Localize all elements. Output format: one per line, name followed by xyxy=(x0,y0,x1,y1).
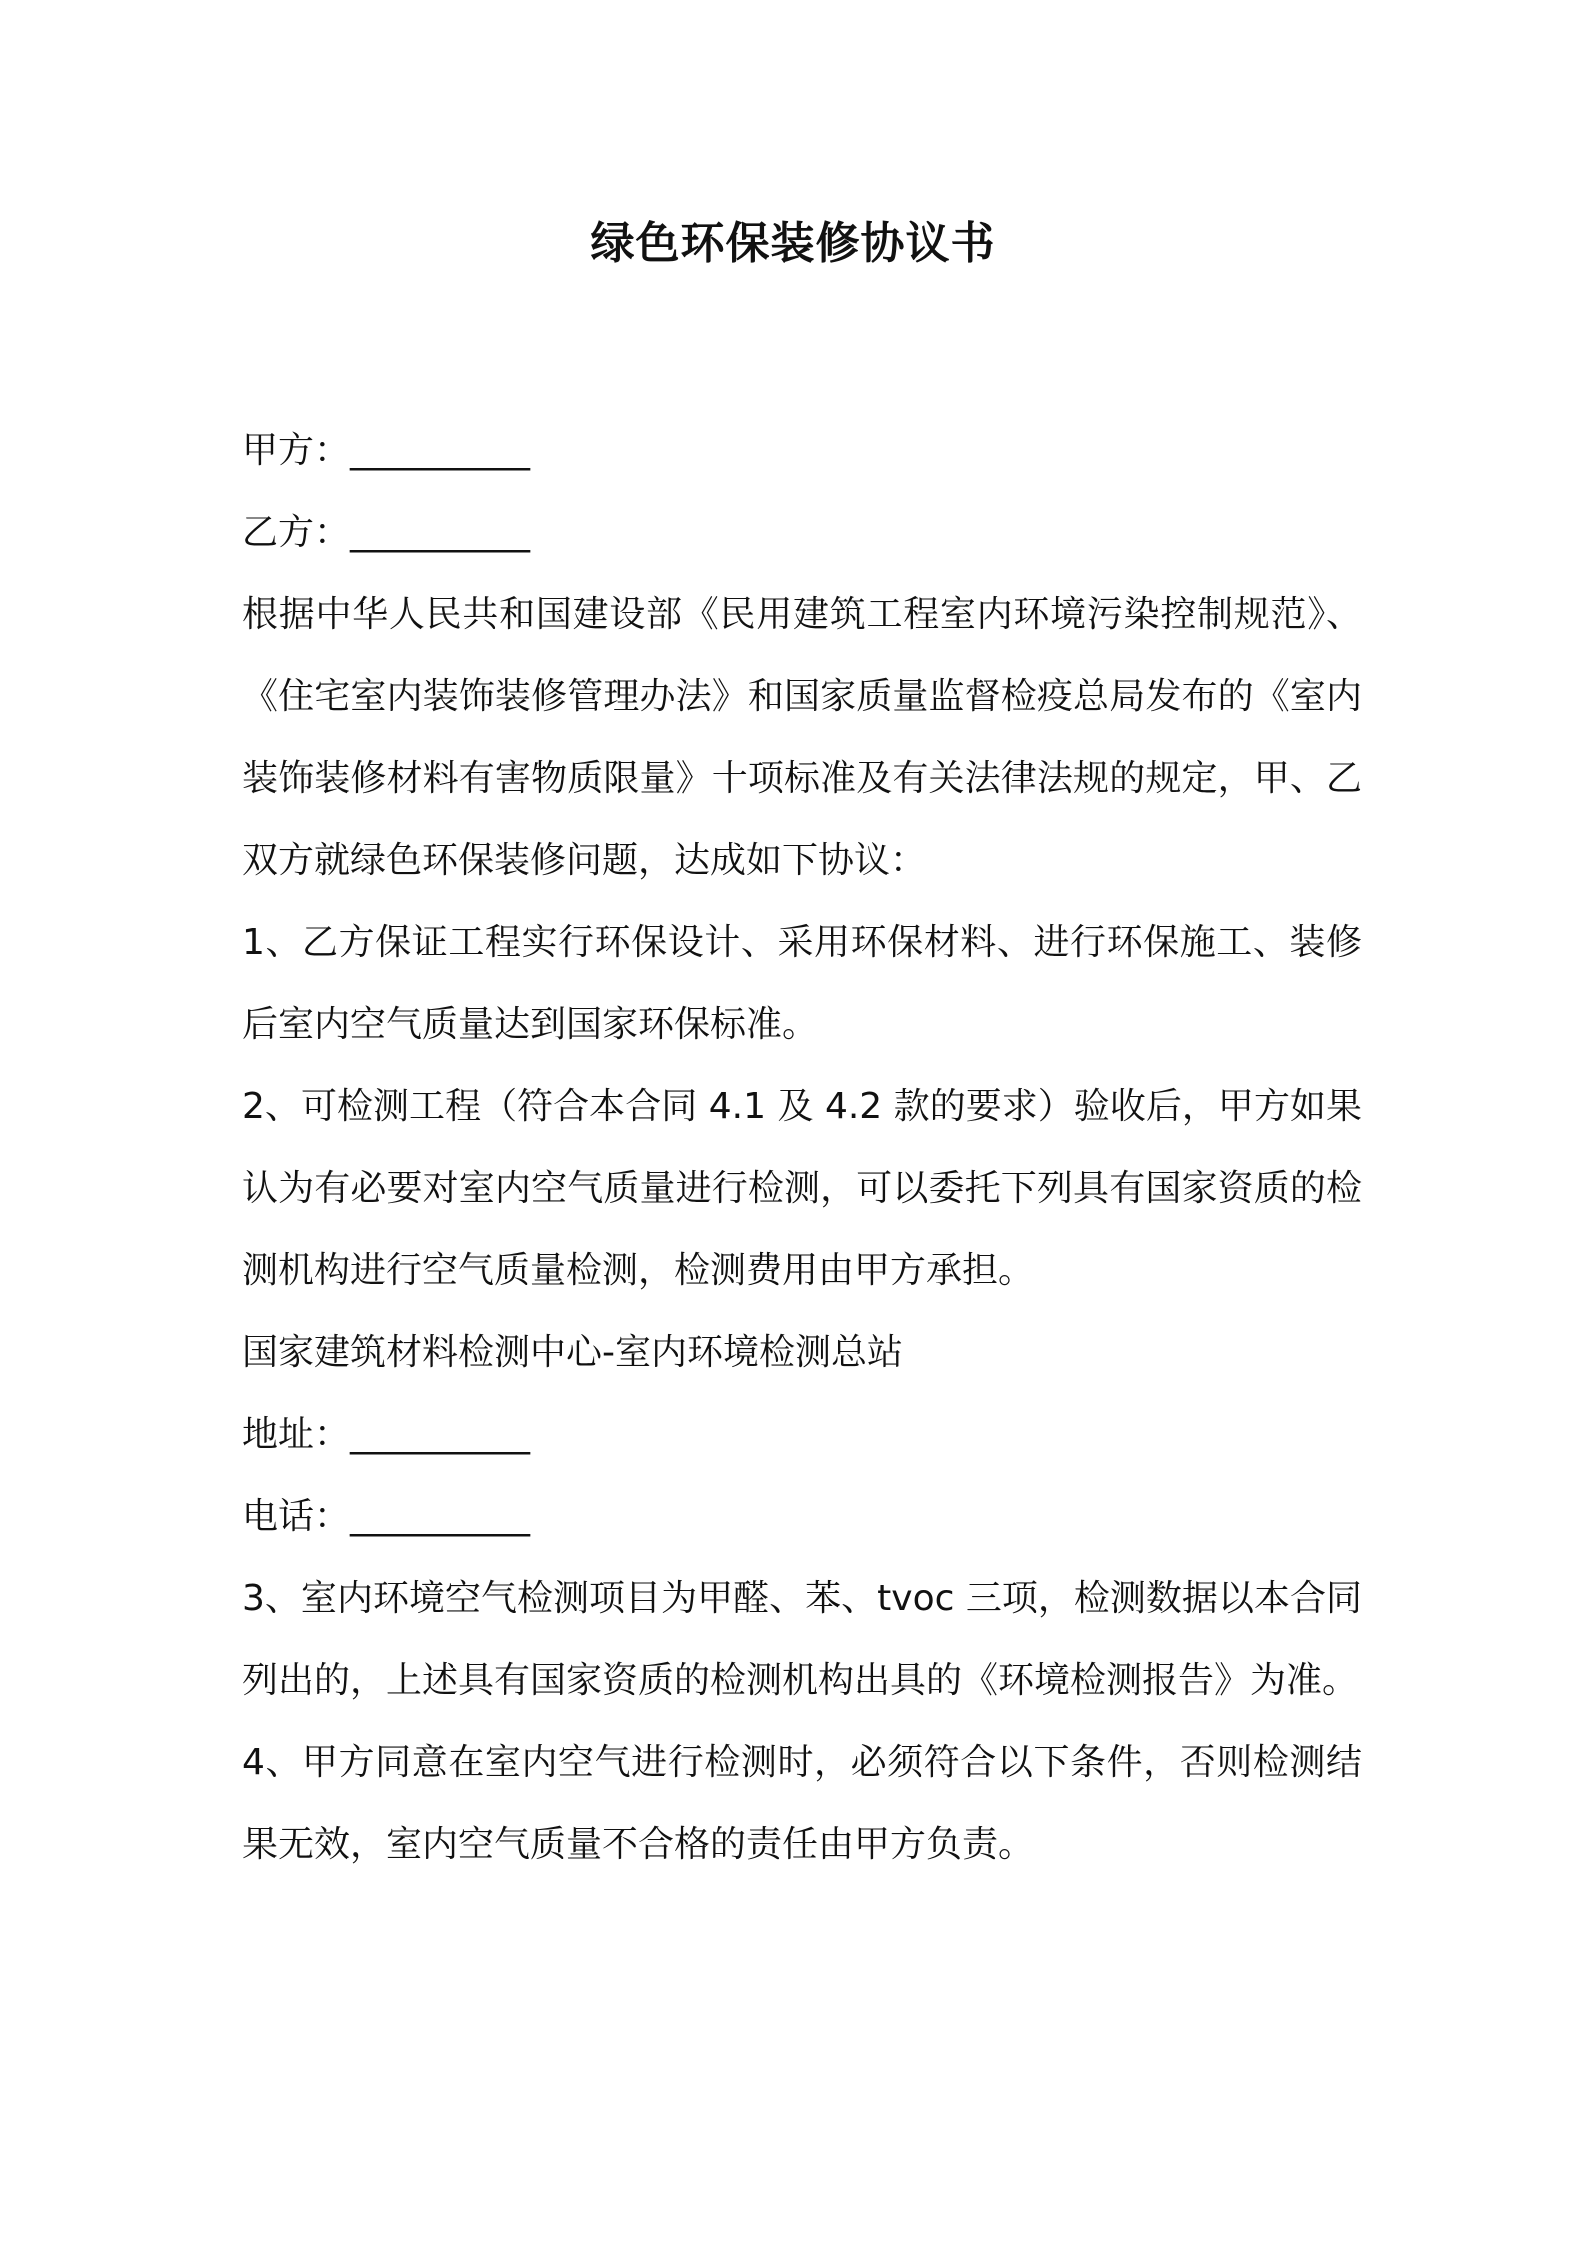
clause-2-paragraph: 2、可检测工程（符合本合同 4.1 及 4.2 款的要求）验收后，甲方如果认为有必要对室内空气质量进行检测，可以委托下列具有国家资质的检测机构进行空气质量检测，检测费用由甲方承担。 xyxy=(242,1086,1362,1291)
party-a-field xyxy=(242,410,1362,492)
party-b-label: 乙方： xyxy=(242,512,351,553)
clause-1-paragraph: 1、乙方保证工程实行环保设计、采用环保材料、进行环保施工、装修后室内空气质量达到国家环保标准。 xyxy=(242,922,1362,1045)
phone-label: 电话： xyxy=(242,1496,351,1537)
clause-3-paragraph: 3、室内环境空气检测项目为甲醛、苯、tvoc 三项，检测数据以本合同列出的，上述具有国家资质的检测机构出具的《环境检测报告》为准。 xyxy=(242,1578,1362,1701)
document-body xyxy=(242,410,1362,1886)
agency-name: 国家建筑材料检测中心-室内环境检测总站 xyxy=(242,1332,903,1373)
address-label: 地址： xyxy=(242,1414,351,1455)
clause-4-paragraph: 4、甲方同意在室内空气进行检测时，必须符合以下条件，否则检测结果无效，室内空气质量不合格的责任由甲方负责。 xyxy=(242,1742,1362,1865)
party-b-field xyxy=(242,492,1362,574)
document-title: 绿色环保装修协议书 xyxy=(590,218,996,269)
party-a-blank: __________ xyxy=(350,430,531,471)
address-blank: __________ xyxy=(350,1414,531,1455)
phone-blank: __________ xyxy=(350,1496,531,1537)
party-b-blank: __________ xyxy=(350,512,531,553)
preamble-paragraph: 根据中华人民共和国建设部《民用建筑工程室内环境污染控制规范》、《住宅室内装饰装修管理办法》和国家质量监督检疫总局发布的《室内装饰装修材料有害物质限量》十项标准及有关法律法规的规定，甲、乙双方就绿色环保装修问题，达成如下协议： xyxy=(242,594,1362,881)
phone-field xyxy=(242,1476,1362,1558)
party-a-label: 甲方： xyxy=(242,430,351,471)
address-field xyxy=(242,1394,1362,1476)
